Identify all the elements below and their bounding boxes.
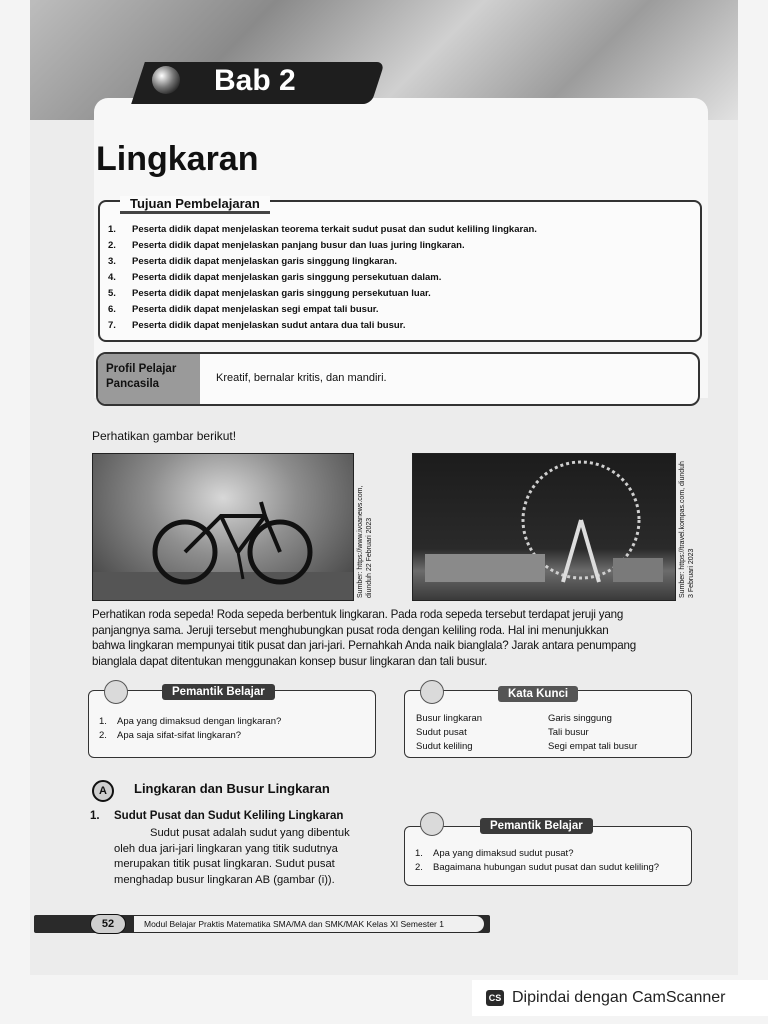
learning-objectives-box [98, 200, 702, 342]
kata-kunci-label: Kata Kunci [498, 686, 578, 702]
item-number: 2. [99, 730, 107, 741]
list-item [108, 254, 537, 270]
item-text: Apa yang dimaksud sudut pusat? [433, 848, 574, 859]
list-item [415, 847, 659, 861]
bicycle-photo [92, 453, 354, 601]
pemantik-list-1 [99, 715, 281, 743]
list-item [415, 861, 659, 875]
page-number: 52 [90, 914, 126, 934]
list-item [108, 222, 537, 238]
item-text: Apa yang dimaksud dengan lingkaran? [117, 716, 282, 727]
section-badge: A [92, 780, 114, 802]
profil-pelajar-text: Kreatif, bernalar kritis, dan mandiri. [216, 372, 387, 384]
photo2-source: Sumber: https://travel.kompas.com, diunduh 3 Februari 2023 [679, 461, 695, 598]
profil-pelajar-label: Profil Pelajar Pancasila [98, 354, 200, 404]
intro-text: Perhatikan gambar berikut! [92, 429, 237, 443]
list-item [108, 270, 537, 286]
thinking-head-icon [420, 680, 444, 704]
item-text: Peserta didik dapat menjelaskan sudut antara dua tali busur. [132, 320, 406, 331]
footer-text: Modul Belajar Praktis Matematika SMA/MA dan SMK/MAK Kelas XI Semester 1 [134, 916, 484, 932]
pemantik-belajar-label-2: Pemantik Belajar [480, 818, 593, 834]
kata-kunci-col2: Garis singgung Tali busur Segi empat tali busur [548, 713, 638, 752]
learning-objectives-label: Tujuan Pembelajaran [120, 196, 270, 214]
item-number: 1. [99, 716, 107, 727]
pemantik-belajar-box-2 [404, 826, 692, 886]
ferris-wheel-photo [412, 453, 676, 601]
bicycle-icon [93, 454, 353, 600]
section-title: Lingkaran dan Busur Lingkaran [134, 781, 330, 796]
item-number: 1. [108, 224, 116, 235]
globe-icon [152, 66, 180, 94]
list-item [108, 286, 537, 302]
subsection-title: 1. Sudut Pusat dan Sudut Keliling Lingkaran [90, 810, 344, 822]
item-number: 2. [415, 862, 423, 873]
thinking-head-icon [104, 680, 128, 704]
item-text: Peserta didik dapat menjelaskan garis singgung persekutuan dalam. [132, 272, 442, 283]
item-number: 6. [108, 304, 116, 315]
list-item [108, 238, 537, 254]
item-text: Peserta didik dapat menjelaskan segi empat tali busur. [132, 304, 379, 315]
kata-kunci-col1: Busur lingkaran Sudut pusat Sudut keliling [416, 713, 483, 752]
intro-paragraph: Perhatikan roda sepeda! Roda sepeda berbentuk lingkaran. Pada roda sepeda tersebut terdapat jeruji yang panjangnya sama. Jeruji tersebut menghubungkan pusat roda dengan keliling roda. Hal ini menunjukkan bahwa lingkaran mempunyai titik pusat dan jari-jari. Pernahkah Anda naik bianglala? Jarak antara penumpang bianglala dapat ditentukan menggunakan konsep busur lingkaran dan tali busur. [92, 608, 637, 668]
list-item [99, 729, 281, 743]
item-text: Peserta didik dapat menjelaskan garis singgung persekutuan luar. [132, 288, 431, 299]
item-text: Peserta didik dapat menjelaskan panjang busur dan luas juring lingkaran. [132, 240, 465, 251]
item-number: 3. [108, 256, 116, 267]
pemantik-belajar-label-1: Pemantik Belajar [162, 684, 275, 700]
item-number: 4. [108, 272, 116, 283]
item-number: 1. [415, 848, 423, 859]
item-text: Peserta didik dapat menjelaskan teorema terkait sudut pusat dan sudut keliling lingkaran. [132, 224, 537, 235]
objectives-list [108, 222, 537, 334]
pemantik-list-2 [415, 847, 659, 875]
item-number: 7. [108, 320, 116, 331]
ferris-wheel-icon [413, 454, 675, 600]
camscanner-logo-icon: CS [486, 990, 504, 1006]
thinking-head-icon [420, 812, 444, 836]
pemantik-belajar-box-1 [88, 690, 376, 758]
item-text: Bagaimana hubungan sudut pusat dan sudut keliling? [433, 862, 660, 873]
list-item [108, 302, 537, 318]
subsection-body: Sudut pusat adalah sudut yang dibentuk oleh dua jari-jari lingkaran yang titik sudutnya merupakan titik pusat lingkaran. Sudut pusat menghadap busur lingkaran AB (gambar (i)). [114, 827, 350, 886]
chapter-label: Bab 2 [214, 64, 296, 97]
photo1-source: Sumber: https://www.ivoanews.com, diunduh 22 Februari 2023 [357, 485, 373, 598]
item-number: 2. [108, 240, 116, 251]
list-item [99, 715, 281, 729]
scanner-text: Dipindai dengan CamScanner [512, 989, 726, 1006]
item-text: Apa saja sifat-sifat lingkaran? [117, 730, 242, 741]
list-item [108, 318, 537, 334]
profil-pelajar-box [96, 352, 700, 406]
chapter-title: Lingkaran [96, 140, 259, 178]
scanner-watermark [472, 980, 768, 1016]
item-text: Peserta didik dapat menjelaskan garis singgung lingkaran. [132, 256, 398, 267]
item-number: 5. [108, 288, 116, 299]
